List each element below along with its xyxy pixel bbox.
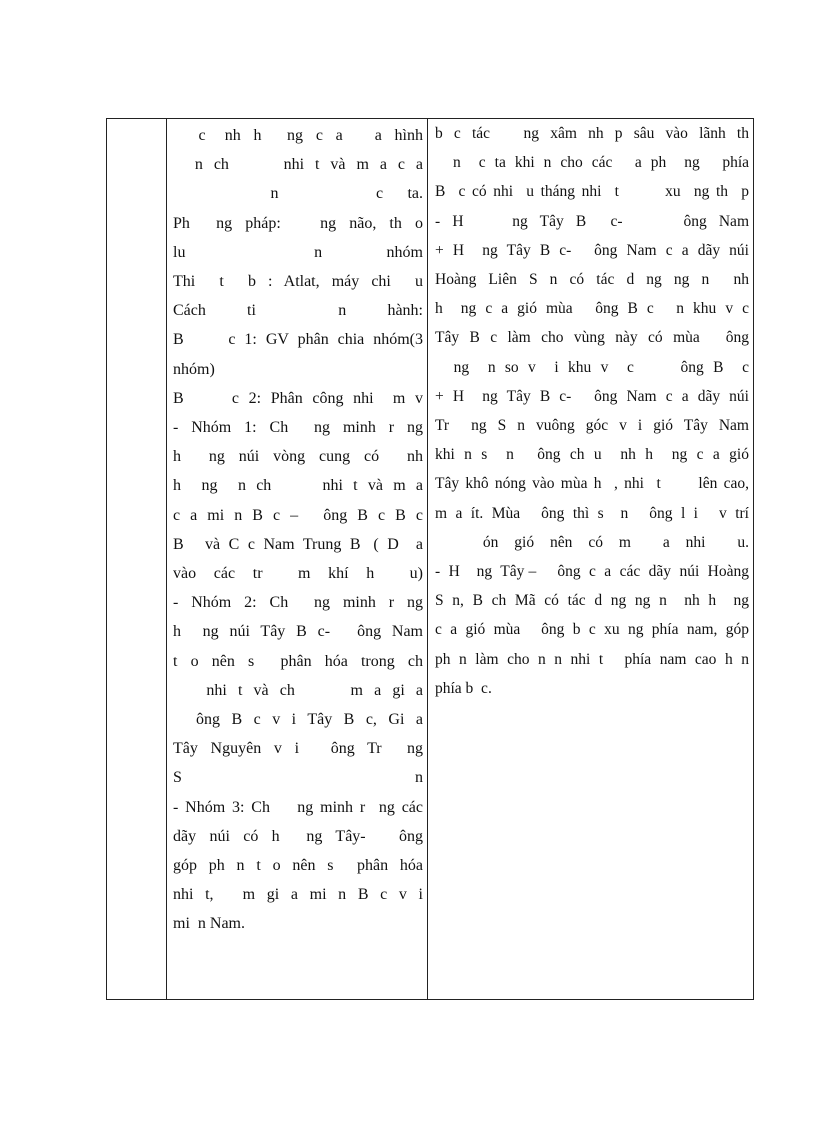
text-line: h ng n ch nhi t và m a	[173, 477, 423, 495]
text-line: lu n nhóm	[173, 243, 423, 261]
text-line: vào các tr m khí h u)	[173, 565, 423, 583]
text-line: ón gió nên có m a nhi u.	[435, 533, 749, 551]
text-line: c a mi n B c – ông B c B c	[173, 506, 423, 524]
text-line: - H ng Tây B c- ông Nam	[435, 212, 749, 230]
text-line: h ng núi Tây B c- ông Nam	[173, 623, 423, 641]
activity-description-cell	[167, 119, 428, 1000]
text-line: ông B c v i Tây B c, Gi a	[173, 711, 423, 729]
text-line: + H ng Tây B c- ông Nam c a dãy núi	[435, 241, 749, 259]
text-line: dãy núi có h ng Tây- ông	[173, 827, 423, 845]
text-line: t o nên s phân hóa trong ch	[173, 652, 423, 670]
text-line: Ph ng pháp: ng não, th o	[173, 214, 423, 232]
content-knowledge-cell	[428, 119, 754, 1000]
text-line: m a ít. Mùa ông thì s n ông l i v trí	[435, 504, 749, 522]
empty-left-cell	[107, 119, 167, 1000]
text-line: Cách ti n hành:	[173, 302, 423, 320]
text-line: n c ta khi n cho các a ph ng phía	[435, 154, 749, 172]
text-line: nhi t, m gi a mi n B c v i	[173, 886, 423, 904]
text-line: nhóm)	[173, 360, 215, 378]
text-line: b c tác ng xâm nh p sâu vào lãnh th	[435, 125, 749, 142]
text-line: B và C c Nam Trung B ( D a	[173, 535, 423, 553]
text-line: + H ng Tây B c- ông Nam c a dãy núi	[435, 387, 749, 405]
activity-description-text	[167, 119, 427, 939]
table-row	[107, 119, 754, 1000]
text-line: ng n so v i khu v c ông B c	[435, 358, 749, 376]
text-line: c nh h ng c a a hình	[173, 127, 423, 144]
text-line: Hoàng Liên S n có tác d ng ng n nh	[435, 271, 749, 289]
text-line: khi n s n ông ch u nh h ng c a gió	[435, 446, 749, 464]
content-knowledge-text	[428, 119, 753, 703]
text-line: B c 1: GV phân chia nhóm(3	[173, 331, 423, 349]
text-line: Tây khô nóng vào mùa h , nhi t lên cao,	[435, 475, 749, 493]
text-line: Tây B c làm cho vùng này có mùa ông	[435, 329, 749, 347]
text-line: n c ta.	[173, 185, 424, 203]
text-line: - Nhóm 1: Ch ng minh r ng	[173, 419, 423, 437]
text-line: ph n làm cho n n nhi t phía nam cao h n	[435, 650, 749, 668]
text-line: S n, B ch Mã có tác d ng ng n nh h ng	[435, 592, 749, 610]
text-line: - H ng Tây – ông c a các dãy núi Hoàng	[435, 563, 749, 581]
text-line: n ch nhi t và m a c a	[173, 156, 424, 174]
text-line: c a gió mùa ông b c xu ng phía nam, góp	[435, 621, 749, 639]
text-line: phía b c.	[435, 679, 492, 697]
text-line: Tây Nguyên v i ông Tr ng	[173, 740, 423, 758]
text-line: B c có nhi u tháng nhi t xu ng th p	[435, 183, 749, 201]
text-line: S n	[173, 769, 423, 787]
text-line: nhi t và ch m a gi a	[173, 681, 424, 699]
text-line: - Nhóm 3: Ch ng minh r ng các	[173, 798, 423, 816]
text-line: góp ph n t o nên s phân hóa	[173, 857, 423, 875]
text-line: h ng c a gió mùa ông B c n khu v c	[435, 300, 749, 318]
text-line: h ng núi vòng cung có nh	[173, 448, 423, 466]
activity-table	[106, 118, 754, 1000]
text-line: Thi t b : Atlat, máy chi u	[173, 273, 423, 291]
text-line: mi n Nam.	[173, 915, 245, 933]
text-line: Tr ng S n vuông góc v i gió Tây Nam	[435, 417, 749, 435]
text-line: - Nhóm 2: Ch ng minh r ng	[173, 594, 423, 612]
text-line: B c 2: Phân công nhi m v	[173, 389, 423, 407]
